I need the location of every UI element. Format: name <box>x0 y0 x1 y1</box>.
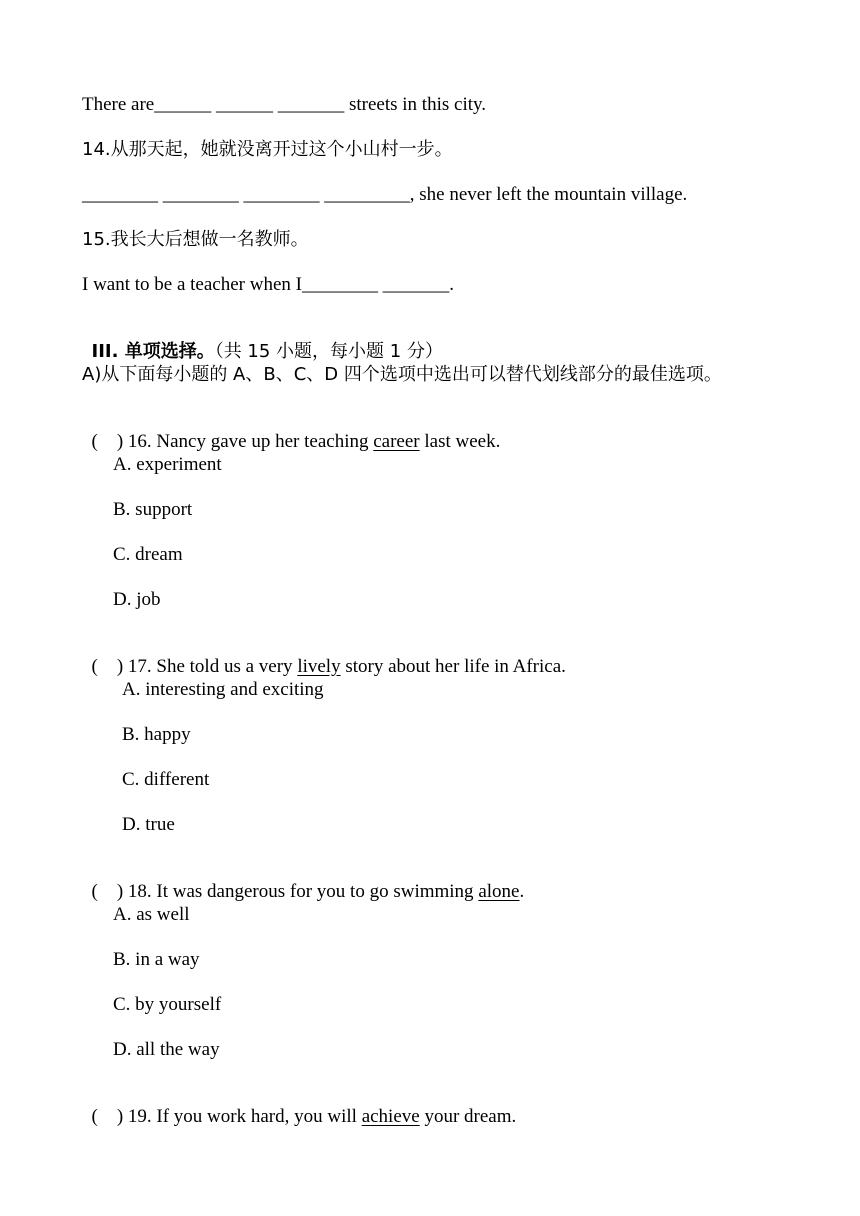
question-15-chinese: 15.我长大后想做一名教师。 <box>82 229 309 250</box>
question-16-underlined-word: career <box>373 431 420 452</box>
question-17-prefix: ( ) 17. She told us a very <box>91 656 298 677</box>
fill-blank-line-13: There are______ ______ _______ streets in this city. <box>82 94 487 115</box>
question-18 <box>82 859 524 903</box>
question-17-underlined-word: lively <box>297 656 341 677</box>
question-14-chinese: 14.从那天起，她就没离开过这个小山村一步。 <box>82 139 453 160</box>
question-16-suffix: last week. <box>419 431 501 452</box>
question-16 <box>82 409 500 453</box>
question-14-english: ________ ________ ________ _________, she never left the mountain village. <box>82 184 688 205</box>
question-18-prefix: ( ) 18. It was dangerous for you to go swimming <box>91 881 479 902</box>
question-17 <box>82 634 566 678</box>
question-18-option-a: A. as well <box>113 904 190 925</box>
question-19-underlined-word: achieve <box>361 1106 420 1127</box>
question-18-option-c: C. by yourself <box>113 994 222 1015</box>
section-3-part-a-instruction: A)从下面每小题的 A、B、C、D 四个选项中选出可以替代划线部分的最佳选项。 <box>82 364 722 385</box>
question-16-option-c: C. dream <box>113 544 183 565</box>
question-18-suffix: . <box>519 881 525 902</box>
question-16-option-d: D. job <box>113 589 161 610</box>
question-15-english: I want to be a teacher when I________ _______. <box>82 274 454 295</box>
question-17-option-a: A. interesting and exciting <box>122 679 324 700</box>
question-18-option-b: B. in a way <box>113 949 200 970</box>
question-16-prefix: ( ) 16. Nancy gave up her teaching <box>91 431 374 452</box>
question-16-option-a: A. experiment <box>113 454 222 475</box>
question-17-option-b: B. happy <box>122 724 191 745</box>
question-17-option-d: D. true <box>122 814 175 835</box>
question-17-option-c: C. different <box>122 769 210 790</box>
question-19 <box>82 1084 516 1128</box>
question-17-suffix: story about her life in Africa. <box>340 656 566 677</box>
question-19-suffix: your dream. <box>419 1106 517 1127</box>
question-18-option-d: D. all the way <box>113 1039 220 1060</box>
question-19-prefix: ( ) 19. If you work hard, you will <box>91 1106 362 1127</box>
section-3-title: III. 单项选择。 <box>91 341 215 362</box>
question-16-option-b: B. support <box>113 499 193 520</box>
section-3-heading <box>82 319 443 363</box>
section-3-note: （共 15 小题，每小题 1 分） <box>214 341 443 362</box>
question-18-underlined-word: alone <box>478 881 520 902</box>
